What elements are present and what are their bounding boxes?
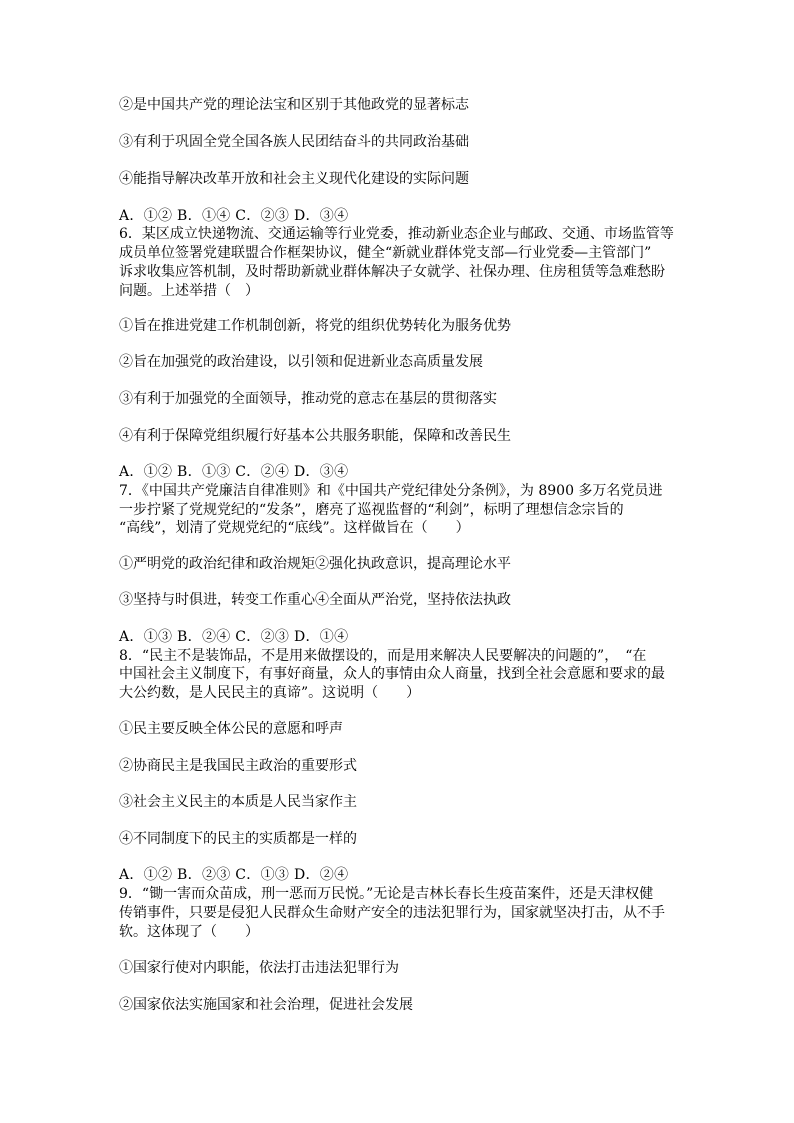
answer-choices: A．①② B．①③ C．②④ D．③④ [119,464,349,480]
option-statement: ①旨在推进党建工作机制创新，将党的组织优势转化为服务优势 [119,318,511,334]
question-text: 问题。上述举措（ ） [119,283,259,299]
option-statement: ②是中国共产党的理论法宝和区别于其他政党的显著标志 [119,97,469,113]
option-statement: ④有利于保障党组织履行好基本公共服务职能，保障和改善民生 [119,428,511,444]
question-text: 中国社会主义制度下，有事好商量，众人的事情由众人商量，找到全社会意愿和要求的最 [119,666,665,682]
question-text: 8．“民主不是装饰品，不是用来做摆设的，而是用来解决人民要解决的问题的”， “在 [119,648,647,664]
option-statement: ②旨在加强党的政治建设，以引领和促进新业态高质量发展 [119,354,483,370]
option-statement: ①国家行使对内职能，依法打击违法犯罪行为 [119,960,399,976]
option-statement: ④不同制度下的民主的实质都是一样的 [119,831,357,847]
question-text: 6．某区成立快递物流、交通运输等行业党委，推动新业态企业与邮政、交通、市场监管等 [119,226,674,242]
option-statement: ①民主要反映全体公民的意愿和呼声 [119,721,343,737]
question-text: 7．《中国共产党廉洁自律准则》和《中国共产党纪律处分条例》，为 8900 多万名党员进 [119,483,663,499]
question-text: 传销事件，只要是侵犯人民群众生命财产安全的违法犯罪行为，国家就坚决打击，从不手 [119,905,665,921]
answer-choices: A．①③ B．②④ C．②③ D．①④ [119,629,349,645]
option-statement: ③社会主义民主的本质是人民当家作主 [119,794,357,810]
question-text: 大公约数，是人民民主的真谛”。这说明（ ） [119,685,421,701]
question-text: 9．“锄一害而众苗成，刑一恶而万民悦。”无论是吉林长春长生疫苗案件，还是天津权健 [119,886,654,902]
answer-choices: A．①② B．②③ C．①③ D．②④ [119,867,349,883]
option-statement: ②国家依法实施国家和社会治理，促进社会发展 [119,997,413,1013]
question-text: 软。这体现了（ ） [119,924,259,940]
question-text: 成员单位签署党建联盟合作框架协议，健全“新就业群体党支部—行业党委—主管部门” [119,245,652,261]
question-text: 一步拧紧了党规党纪的“发条”，磨亮了巡视监督的“利剑”，标明了理想信念宗旨的 [119,502,624,518]
answer-choices: A．①② B．①④ C．②③ D．③④ [119,208,349,224]
option-statement: ③有利于加强党的全面领导，推动党的意志在基层的贯彻落实 [119,391,497,407]
question-text: “高线”，划清了党规党纪的“底线”。这样做旨在（ ） [119,520,470,536]
option-statement: ③坚持与时俱进，转变工作重心④全面从严治党，坚持依法执政 [119,592,511,608]
option-statement: ③有利于巩固全党全国各族人民团结奋斗的共同政治基础 [119,134,469,150]
option-statement: ①严明党的政治纪律和政治规矩②强化执政意识，提高理论水平 [119,556,511,572]
option-statement: ④能指导解决改革开放和社会主义现代化建设的实际问题 [119,171,469,187]
question-text: 诉求收集应答机制，及时帮助新就业群体解决子女就学、社保办理、住房租赁等急难愁盼 [119,264,665,280]
option-statement: ②协商民主是我国民主政治的重要形式 [119,758,357,774]
